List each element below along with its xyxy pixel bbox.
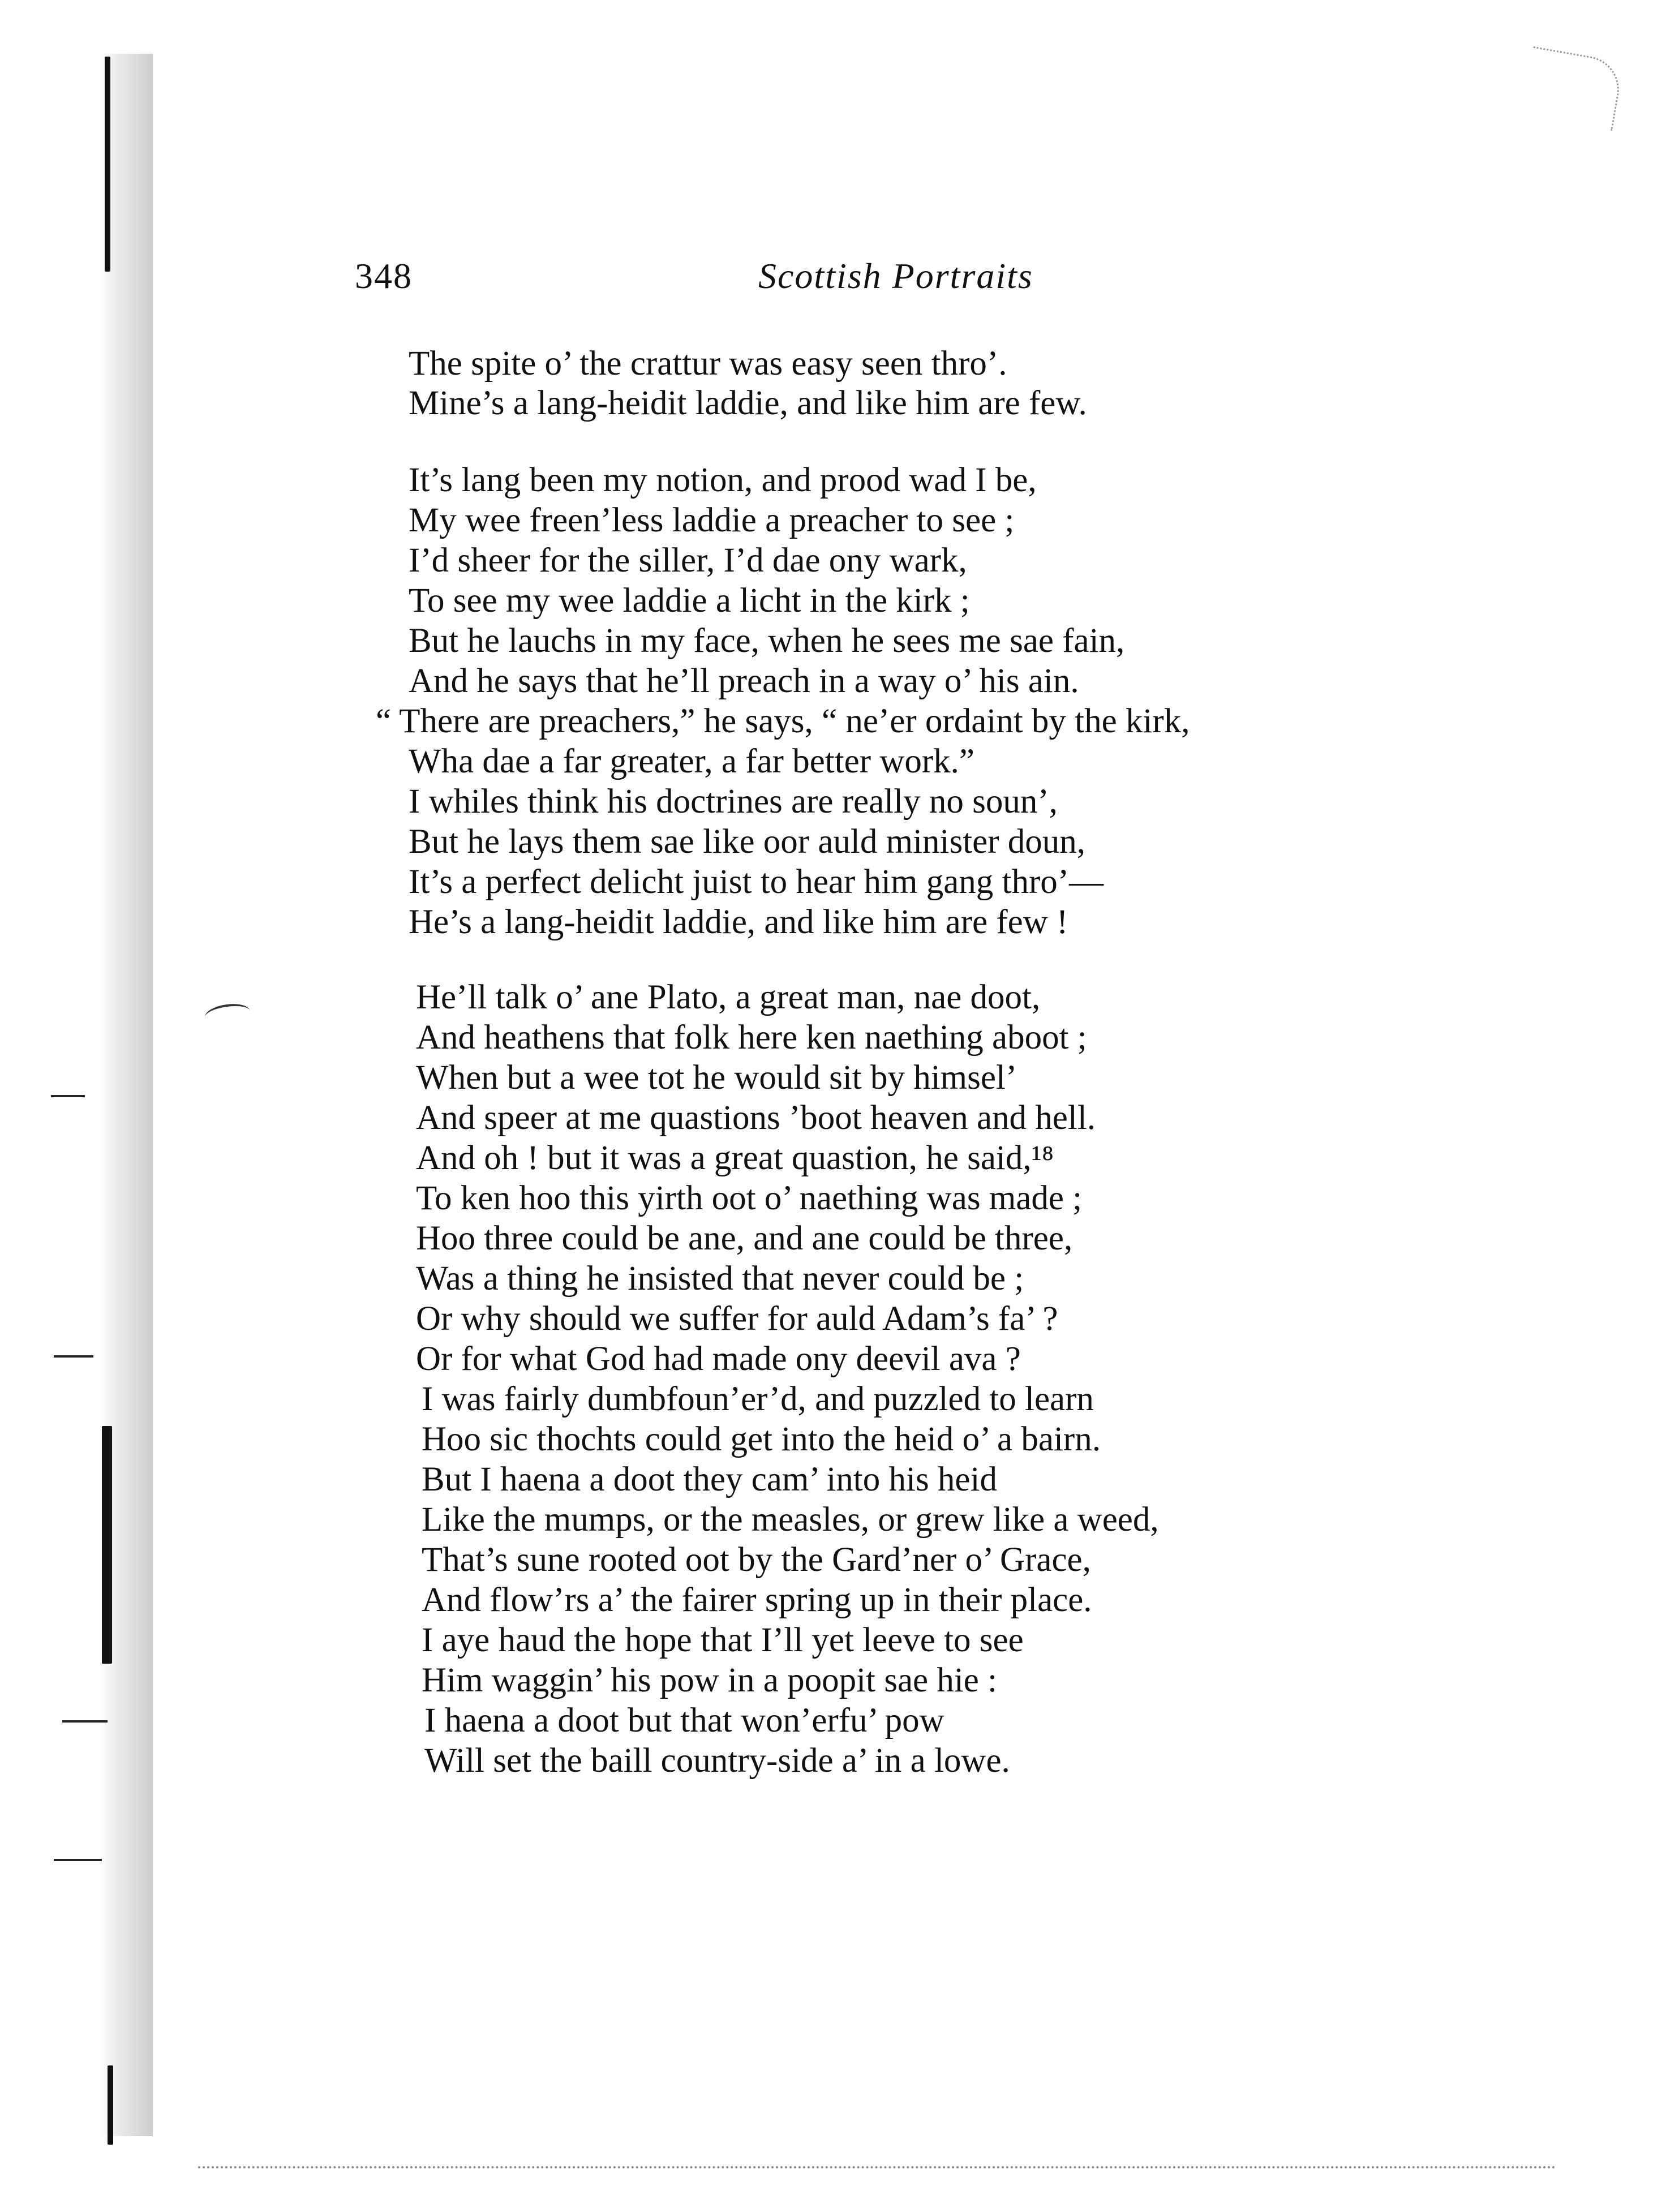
scan-dash-mark bbox=[62, 1720, 108, 1723]
poem-line: But he lays them sae like oor auld minister doun, bbox=[409, 823, 1086, 861]
poem-line: But I haena a doot they cam’ into his heid bbox=[422, 1461, 997, 1498]
scan-dash-mark bbox=[54, 1859, 102, 1861]
poem-line: I’d sheer for the siller, I’d dae ony wark, bbox=[409, 542, 967, 579]
poem-line: That’s sune rooted oot by the Gard’ner o’ Grace, bbox=[422, 1541, 1091, 1579]
poem-line: When but a wee tot he would sit by himsel’ bbox=[416, 1059, 1017, 1097]
scan-edge-mark bbox=[105, 57, 110, 272]
poem-line: I haena a doot but that won’erfu’ pow bbox=[424, 1702, 944, 1739]
poem-line: He’ll talk o’ ane Plato, a great man, nae doot, bbox=[416, 978, 1041, 1016]
poem-line: “ There are preachers,” he says, “ ne’er ordaint by the kirk, bbox=[376, 702, 1190, 740]
scan-dash-mark bbox=[51, 1095, 85, 1097]
poem-line: To ken hoo this yirth oot o’ naething was made ; bbox=[416, 1179, 1083, 1217]
poem-line: But he lauchs in my face, when he sees me sae fain, bbox=[409, 622, 1125, 660]
poem-line: Mine’s a lang-heidit laddie, and like him are few. bbox=[409, 384, 1087, 422]
poem-line: And he says that he’ll preach in a way o’ his ain. bbox=[409, 662, 1079, 700]
scan-dash-mark bbox=[54, 1355, 93, 1358]
poem-line: I whiles think his doctrines are really no soun’, bbox=[409, 783, 1058, 821]
running-head: Scottish Portraits bbox=[758, 256, 1033, 296]
scan-edge-mark bbox=[102, 1426, 112, 1664]
poem-line: Was a thing he insisted that never could be ; bbox=[416, 1260, 1024, 1298]
poem-line: The spite o’ the crattur was easy seen thro’. bbox=[409, 345, 1007, 383]
poem-line: And flow’rs a’ the fairer spring up in their place. bbox=[422, 1581, 1092, 1619]
poem-line: It’s a perfect delicht juist to hear him gang thro’— bbox=[409, 863, 1104, 901]
poem-line: Like the mumps, or the measles, or grew like a weed, bbox=[422, 1501, 1159, 1539]
poem-line: He’s a lang-heidit laddie, and like him are few ! bbox=[409, 903, 1068, 941]
poem-line: And oh ! but it was a great quastion, he said,¹⁸ bbox=[416, 1139, 1054, 1177]
scan-edge-mark bbox=[108, 2065, 113, 2145]
poem-line: I was fairly dumbfoun’er’d, and puzzled to learn bbox=[422, 1380, 1094, 1418]
pencil-mark bbox=[204, 1002, 251, 1027]
page-number: 348 bbox=[355, 256, 413, 296]
bottom-scan-noise bbox=[198, 2156, 1556, 2168]
poem-line: My wee freen’less laddie a preacher to see ; bbox=[409, 501, 1015, 539]
poem-line: Hoo three could be ane, and ane could be three, bbox=[416, 1219, 1073, 1257]
poem-line: And speer at me quastions ’boot heaven and hell. bbox=[416, 1099, 1096, 1137]
poem-line: Will set the baill country-side a’ in a lowe. bbox=[424, 1742, 1010, 1780]
poem-line: Or why should we suffer for auld Adam’s fa’ ? bbox=[416, 1300, 1058, 1338]
poem-line: Hoo sic thochts could get into the heid o’ a bairn. bbox=[422, 1420, 1101, 1458]
poem-line: To see my wee laddie a licht in the kirk ; bbox=[409, 582, 970, 620]
poem-line: Him waggin’ his pow in a poopit sae hie : bbox=[422, 1661, 998, 1699]
poem-line: And heathens that folk here ken naething aboot ; bbox=[416, 1019, 1087, 1056]
poem-line: Or for what God had made ony deevil ava ? bbox=[416, 1340, 1021, 1378]
corner-scribble bbox=[1522, 46, 1625, 131]
poem-line: Wha dae a far greater, a far better work.” bbox=[409, 742, 975, 780]
poem-line: It’s lang been my notion, and prood wad I be, bbox=[409, 461, 1037, 499]
binding-shadow bbox=[99, 54, 153, 2136]
poem-line: I aye haud the hope that I’ll yet leeve to see bbox=[422, 1621, 1024, 1659]
